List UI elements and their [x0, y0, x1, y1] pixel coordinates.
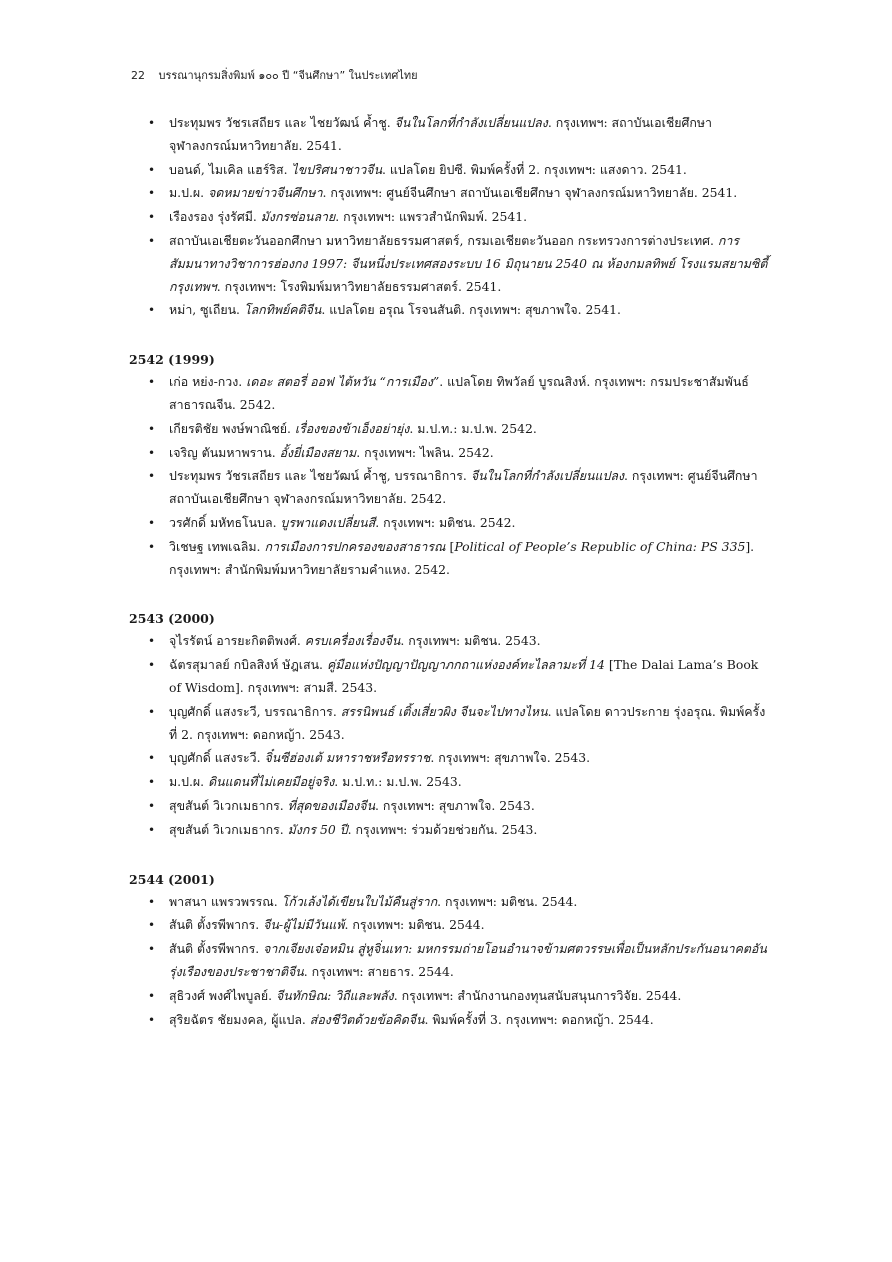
bibliography-entry	[129, 442, 769, 465]
bullet-icon: •	[148, 918, 156, 933]
entry-text: . กรุงเทพฯ: สุขภาพใจ. 2543.	[375, 797, 535, 813]
entry-title: เดอะ สตอรี่ ออฟ ไต้หวัน “การเมือง”	[246, 374, 440, 390]
entry-text: จุไรรัตน์ อารยะกิตติพงศ์.	[169, 633, 305, 649]
bibliography-entry	[129, 701, 769, 747]
entry-text: . กรุงเทพฯ: สุขภาพใจ. 2543.	[430, 750, 591, 766]
entry-title: โลกทิพย์คติจีน	[243, 302, 322, 318]
bibliography-list	[129, 112, 769, 1061]
entry-text: [The Dalai Lama’s Book of Wisdom]. กรุงเทพฯ: สามสี. 2543.	[169, 657, 759, 695]
entry-title: Political of People’s Republic of China: PS 335	[454, 538, 746, 554]
bibliography-entry	[129, 630, 769, 653]
bullet-icon: •	[148, 822, 156, 837]
entry-text: ประทุมพร วัชรเสถียร และ ไชยวัฒน์ ค้ำชู.	[169, 115, 395, 130]
entry-list	[129, 891, 769, 1032]
bibliography-entry	[129, 182, 769, 205]
entry-title: จีนในโลกที่กำลังเปลี่ยนแปลง	[394, 115, 548, 130]
entry-text: เจริญ ตันมหาพราน.	[169, 444, 280, 460]
entry-text: . กรุงเทพฯ: มติชน. 2543.	[400, 633, 541, 649]
entry-text: เรืองรอง รุ่งรัศมี.	[169, 209, 261, 225]
bullet-icon: •	[148, 704, 156, 719]
entry-text: . กรุงเทพฯ: สำนักงานกองทุนสนับสนุนการวิจัย. 2544.	[393, 987, 682, 1003]
bullet-icon: •	[148, 634, 156, 649]
bibliography-entry	[129, 299, 769, 322]
entry-text: สุขสันต์ วิเวกเมธากร.	[169, 821, 288, 837]
entry-text: ประทุมพร วัชรเสถียร และ ไชยวัฒน์ ค้ำชู, บรรณาธิการ.	[169, 468, 471, 484]
entry-text: . กรุงเทพฯ: สถาบันเอเชียศึกษา จุฬาลงกรณ์มหาวิทยาลัย. 2541.	[169, 115, 712, 153]
bibliography-entry	[129, 891, 769, 914]
bibliography-entry	[129, 985, 769, 1008]
bullet-icon: •	[148, 233, 156, 248]
entry-title: ส่องชีวิตด้วยข้อคิดจีน	[309, 1011, 425, 1027]
bibliography-entry	[129, 512, 769, 535]
entry-title: ที่สุดของเมืองจีน	[287, 797, 376, 813]
year-section	[129, 611, 769, 841]
bullet-icon: •	[148, 539, 156, 554]
bibliography-entry	[129, 747, 769, 770]
entry-title: เรื่องของข้าเอ็งอย่ายุ่ง	[294, 420, 410, 436]
entry-text: พาสนา แพรวพรรณ.	[169, 893, 282, 909]
entry-text: สถาบันเอเชียตะวันออกศึกษา มหาวิทยาลัยธรรมศาสตร์, กรมเอเชียตะวันออก กระทรวงการต่างประเทศ.	[169, 232, 718, 248]
entry-text: วิเชษฐ เทพเฉลิม.	[169, 538, 265, 554]
entry-list	[129, 371, 769, 581]
entry-text: . กรุงเทพฯ: ไพลิน. 2542.	[356, 444, 494, 460]
entry-text: สุขสันต์ วิเวกเมธากร.	[169, 797, 288, 813]
bibliography-entry	[129, 159, 769, 182]
bibliography-entry	[129, 371, 769, 417]
entry-title: มังกรซ่อนลาย	[260, 209, 336, 225]
entry-text: ]. กรุงเทพฯ: สำนักพิมพ์มหาวิทยาลัยรามคำแหง. 2542.	[169, 538, 755, 577]
bullet-icon: •	[148, 186, 156, 201]
bullet-icon: •	[148, 303, 156, 318]
entry-title: อั้งยี่เมืองสยาม	[279, 444, 357, 460]
bullet-icon: •	[148, 751, 156, 766]
entry-title: สรรนิพนธ์ เติ้งเสี่ยวผิง จีนจะไปทางไหน	[340, 703, 548, 719]
entry-title: บูรพาแดงเปลี่ยนสี	[280, 514, 376, 530]
page-number: 22	[131, 69, 145, 82]
entry-title: คู่มือแห่งปัญญาปัญญาภกถาแห่งองค์ทะไลลามะที่ 14	[326, 657, 605, 673]
entry-text: . กรุงเทพฯ: สายธาร. 2544.	[303, 963, 454, 979]
entry-text: เกียรติชัย พงษ์พาณิชย์.	[169, 420, 295, 436]
running-title: บรรณานุกรมสิ่งพิมพ์ ๑๐๐ ปี “จีนศึกษา” ในประเทศไทย	[158, 69, 418, 82]
bibliography-entry	[129, 1009, 769, 1032]
entry-text: . กรุงเทพฯ: โรงพิมพ์มหาวิทยาลัยธรรมศาสตร์. 2541.	[216, 278, 502, 294]
entry-title: ครบเครื่องเรื่องจีน	[304, 633, 401, 649]
year-section	[129, 872, 769, 1032]
running-header	[131, 66, 418, 84]
entry-text: ฉัตรสุมาลย์ กบิลสิงห์ ษัฎเสน.	[169, 657, 327, 673]
entry-title: โก้วเล้งได้เขียนใบไม้คืนสู่ราก	[281, 893, 438, 909]
bibliography-entry	[129, 112, 769, 158]
entry-text: เก่อ หย่ง-กวง.	[169, 374, 247, 390]
bibliography-entry	[129, 938, 769, 984]
entry-text: . แปลโดย ดาวประกาย รุ่งอรุณ. พิมพ์ครั้งที่ 2. กรุงเทพฯ: ดอกหญ้า. 2543.	[169, 703, 766, 742]
bullet-icon: •	[148, 658, 156, 673]
entry-text: สันติ ตั้งรพีพากร.	[169, 941, 264, 957]
entry-list	[129, 630, 769, 841]
entry-text: . ม.ป.ท.: ม.ป.พ. 2542.	[409, 420, 537, 436]
entry-text: วรศักดิ์ มหัทธโนบล.	[169, 514, 281, 530]
bibliography-entry	[129, 771, 769, 794]
entry-text: . แปลโดย อรุณ โรจนสันติ. กรุงเทพฯ: สุขภาพใจ. 2541.	[321, 302, 621, 318]
entry-text: . กรุงเทพฯ: ร่วมด้วยช่วยกัน. 2543.	[347, 821, 538, 837]
bullet-icon: •	[148, 421, 156, 436]
year-heading: 2543 (2000)	[129, 611, 215, 627]
year-section	[129, 352, 769, 581]
entry-text: . แปลโดย ทิพวัลย์ บูรณสิงห์. กรุงเทพฯ: กรมประชาสัมพันธ์สาธารณจีน. 2542.	[169, 374, 749, 412]
entry-text: ม.ป.ผ.	[169, 774, 209, 790]
entry-text: บุญศักดิ์ แสงระวี, บรรณาธิการ.	[169, 703, 341, 719]
bibliography-entry	[129, 654, 769, 700]
entry-title: ไขปริศนาชาวจีน	[291, 161, 383, 177]
entry-text: บอนด์, ไมเคิล แฮร์ริส.	[169, 161, 292, 177]
entry-text: [	[445, 538, 455, 554]
entry-text: สุธิวงศ์ พงศ์ไพบูลย์.	[169, 987, 277, 1003]
year-heading: 2542 (1999)	[129, 352, 215, 368]
bibliography-entry	[129, 465, 769, 511]
bullet-icon: •	[148, 162, 156, 177]
bibliography-entry	[129, 536, 769, 582]
entry-text: . กรุงเทพฯ: แพรวสำนักพิมพ์. 2541.	[335, 209, 528, 225]
entry-text: . กรุงเทพฯ: มติชน. 2544.	[344, 917, 485, 933]
bibliography-entry	[129, 914, 769, 937]
entry-title: จิ๋นซีฮ่องเต้ มหาราชหรือทรราช	[264, 750, 431, 766]
entry-title: มังกร 50 ปี	[287, 821, 348, 837]
entry-title: จีนทักษิณ: วิถีและพลัง	[276, 987, 394, 1003]
entry-text: สุริยฉัตร ชัยมงคล, ผู้แปล.	[169, 1011, 310, 1027]
bibliography-entry	[129, 230, 769, 298]
entry-text: . กรุงเทพฯ: มติชน. 2544.	[437, 893, 578, 909]
bullet-icon: •	[148, 1012, 156, 1027]
bibliography-entry	[129, 795, 769, 818]
entry-text: หม่า, ซูเถียน.	[169, 302, 244, 318]
bibliography-entry	[129, 206, 769, 229]
bullet-icon: •	[148, 798, 156, 813]
bibliography-entry	[129, 819, 769, 842]
entry-title: ดินแดนที่ไม่เคยมีอยู่จริง	[208, 774, 335, 790]
entry-title: จีนในโลกที่กำลังเปลี่ยนแปลง	[470, 468, 625, 484]
year-section	[129, 112, 769, 322]
bullet-icon: •	[148, 116, 156, 130]
entry-title: จีน-ผู้ไม่มีวันแพ้	[263, 917, 345, 933]
entry-title: จากเจียงเจ๋อหมิน สู่หูจิ่นเทา: มหกรรมถ่ายโอนอำนาจข้ามศตวรรษเพื่อเป็นหลักประกันอนาคตอันรุ่งเรืองของประชาชาติจีน	[169, 941, 767, 979]
bullet-icon: •	[148, 375, 156, 390]
entry-text: . กรุงเทพฯ: ศูนย์จีนศึกษา สถาบันเอเชียศึกษา จุฬาลงกรณ์มหาวิทยาลัย. 2542.	[169, 468, 758, 507]
bibliography-entry	[129, 418, 769, 441]
bullet-icon: •	[148, 988, 156, 1003]
bullet-icon: •	[148, 445, 156, 460]
entry-text: บุญศักดิ์ แสงระวี.	[169, 750, 265, 766]
entry-text: . ม.ป.ท.: ม.ป.พ. 2543.	[334, 774, 462, 790]
bullet-icon: •	[148, 775, 156, 790]
bullet-icon: •	[148, 469, 156, 484]
entry-text: ม.ป.ผ.	[169, 185, 209, 201]
bullet-icon: •	[148, 210, 156, 225]
entry-title: การเมืองการปกครองของสาธารณ	[264, 538, 446, 554]
bullet-icon: •	[148, 942, 156, 957]
year-heading: 2544 (2001)	[129, 871, 215, 887]
entry-title: การสัมมนาทางวิชาการฮ่องกง 1997: จีนหนึ่งประเทศสองระบบ 16 มิถุนายน 2540 ณ ห้องกมลทิพย์ โรงแรมสยามซิตี้ กรุงเทพฯ	[169, 232, 768, 294]
entry-list	[129, 112, 769, 322]
entry-text: . แปลโดย ยิปซี. พิมพ์ครั้งที่ 2. กรุงเทพฯ: แสงดาว. 2541.	[382, 161, 687, 177]
entry-text: . กรุงเทพฯ: ศูนย์จีนศึกษา สถาบันเอเชียศึกษา จุฬาลงกรณ์มหาวิทยาลัย. 2541.	[322, 185, 738, 201]
entry-text: . พิมพ์ครั้งที่ 3. กรุงเทพฯ: ดอกหญ้า. 2544.	[424, 1011, 654, 1027]
entry-title: จดหมายข่าวจีนศึกษา	[208, 185, 323, 201]
entry-text: . กรุงเทพฯ: มติชน. 2542.	[375, 514, 516, 530]
entry-text: สันติ ตั้งรพีพากร.	[169, 917, 264, 933]
bullet-icon: •	[148, 894, 156, 909]
bullet-icon: •	[148, 515, 156, 530]
